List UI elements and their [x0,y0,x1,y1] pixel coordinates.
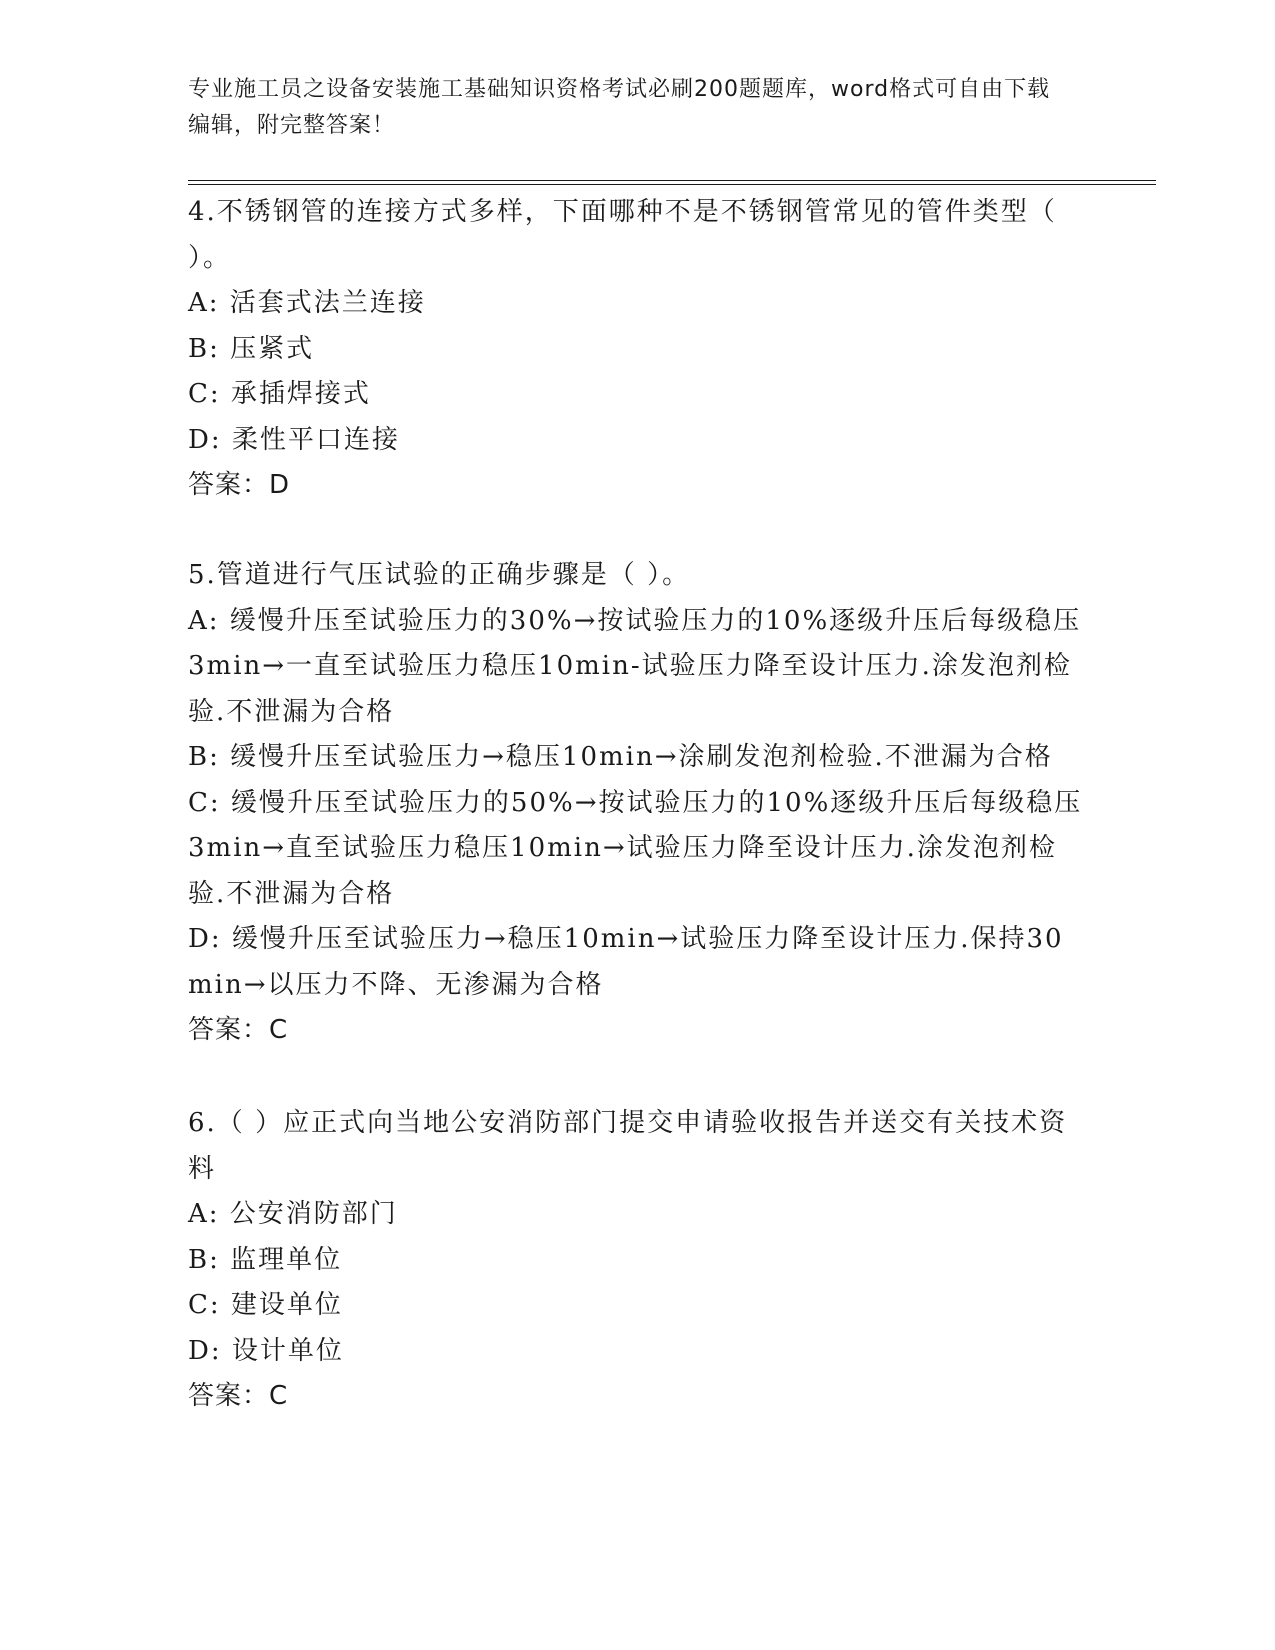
option-d: D: 柔性平口连接 [188,424,400,455]
question-stem: 5.管道进行气压试验的正确步骤是（ ）。 [188,560,691,590]
header-divider [188,180,1156,181]
document-header: 专业施工员之设备安装施工基础知识资格考试必刷200题题库，word格式可自由下载编辑，附完整答案！ [188,77,1051,138]
option-c: C: 建设单位 [188,1290,343,1320]
answer: 答案：C [188,1381,289,1411]
option-b: B: 压紧式 [188,333,315,364]
option-b: B: 监理单位 [188,1244,343,1275]
question-stem: 6.（ ）应正式向当地公安消防部门提交申请验收报告并送交有关技术资料 [188,1108,1068,1184]
question-stem: 4.不锈钢管的连接方式多样，下面哪种不是不锈钢管常见的管件类型（ ）。 [188,197,1057,273]
answer: 答案：D [188,470,291,500]
option-a: A: 公安消防部门 [188,1199,398,1229]
option-b: B: 缓慢升压至试验压力→稳压10min→涂刷发泡剂检验.不泄漏为合格 [188,742,1053,772]
question-6 [188,1101,1088,1420]
question-5 [188,553,1088,1054]
option-d: D: 设计单位 [188,1335,344,1366]
header-divider-second [188,184,1156,185]
question-4 [188,190,1088,509]
answer: 答案：C [188,1015,289,1045]
option-c: C: 缓慢升压至试验压力的50%→按试验压力的10%逐级升压后每级稳压3min→直至试验压力稳压10min→试验压力降至设计压力.涂发泡剂检验.不泄漏为合格 [188,787,1083,909]
option-a: A: 活套式法兰连接 [188,288,426,318]
option-a: A: 缓慢升压至试验压力的30%→按试验压力的10%逐级升压后每级稳压3min→一直至试验压力稳压10min-试验压力降至设计压力.涂发泡剂检验.不泄漏为合格 [188,605,1082,727]
option-d: D: 缓慢升压至试验压力→稳压10min→试验压力降至设计压力.保持30min→以压力不降、无渗漏为合格 [188,924,1064,1000]
option-c: C: 承插焊接式 [188,379,371,409]
